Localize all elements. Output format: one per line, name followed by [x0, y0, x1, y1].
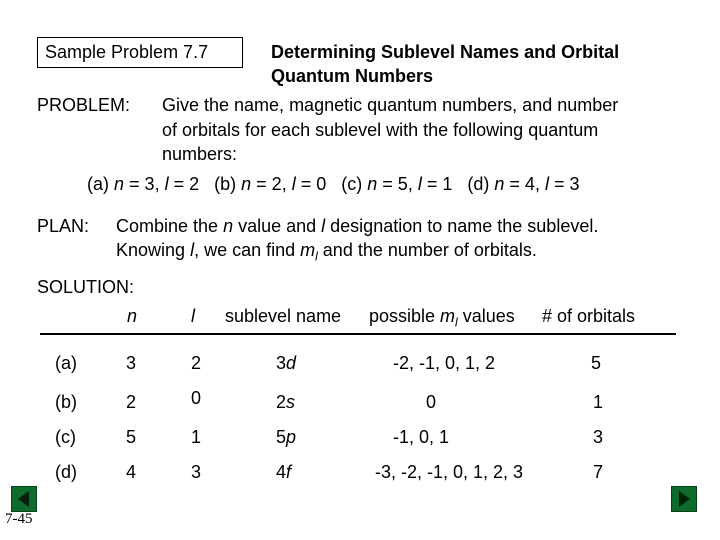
row-orbitals: 1 [593, 392, 604, 412]
plan-text-line2: Knowing l, we can find $m_l$ and the number of orbitals. [116, 240, 537, 264]
row-sublevel: 5p [276, 427, 297, 447]
row-label: (a) [55, 353, 77, 373]
sample-problem-label: Sample Problem 7.7 [45, 42, 209, 62]
page-number: 7-45 [5, 511, 33, 527]
part-a: (a) n = 3, l = 2 [87, 174, 200, 194]
part-c: (c) n = 5, l = 1 [341, 174, 453, 194]
column-header-n: n [127, 306, 138, 326]
row-ml-values: -2, -1, 0, 1, 2 [393, 353, 496, 373]
problem-text-line3: numbers: [162, 144, 238, 164]
row-n: 5 [126, 427, 137, 447]
part-d: (d) n = 4, l = 3 [467, 174, 580, 194]
problem-text-line1: Give the name, magnetic quantum numbers, and number [162, 95, 619, 115]
problem-heading: PROBLEM: [37, 95, 131, 115]
previous-slide-button[interactable] [11, 486, 37, 512]
solution-heading: SOLUTION: [37, 277, 135, 297]
problem-text-line2: of orbitals for each sublevel with the following quantum [162, 120, 599, 140]
row-sublevel: 2s [276, 392, 296, 412]
part-b: (b) n = 2, l = 0 [214, 174, 327, 194]
row-l: 0 [191, 388, 202, 408]
row-orbitals: 3 [593, 427, 604, 447]
column-header-sublevel: sublevel name [225, 306, 342, 326]
row-n: 2 [126, 392, 137, 412]
right-arrow-icon [672, 487, 696, 511]
row-ml-values: -1, 0, 1 [393, 427, 450, 447]
row-l: 2 [191, 353, 202, 373]
problem-title-line1: Determining Sublevel Names and Orbital [271, 42, 620, 62]
row-n: 3 [126, 353, 137, 373]
plan-text-line1: Combine the n value and l designation to name the sublevel. [116, 216, 599, 236]
row-label: (d) [55, 462, 77, 482]
problem-title-line2: Quantum Numbers [271, 66, 434, 86]
row-label: (c) [55, 427, 76, 447]
left-arrow-icon [12, 487, 36, 511]
row-label: (b) [55, 392, 77, 412]
row-sublevel: 3d [276, 353, 297, 373]
column-header-l: l [191, 306, 195, 326]
row-n: 4 [126, 462, 137, 482]
sample-problem-label-box [37, 37, 243, 68]
column-header-ml: possible $m_l$ values [369, 306, 515, 330]
column-header-orbitals: # of orbitals [542, 306, 636, 326]
row-l: 1 [191, 427, 202, 447]
next-slide-button[interactable] [671, 486, 697, 512]
table-header-rule [40, 333, 676, 335]
problem-parts [87, 172, 579, 196]
row-ml-values: -3, -2, -1, 0, 1, 2, 3 [375, 462, 524, 482]
row-l: 3 [191, 462, 202, 482]
plan-heading: PLAN: [37, 216, 90, 236]
row-orbitals: 5 [591, 353, 602, 373]
row-ml-values: 0 [426, 392, 437, 412]
row-orbitals: 7 [593, 462, 604, 482]
row-sublevel: 4f [276, 462, 292, 482]
